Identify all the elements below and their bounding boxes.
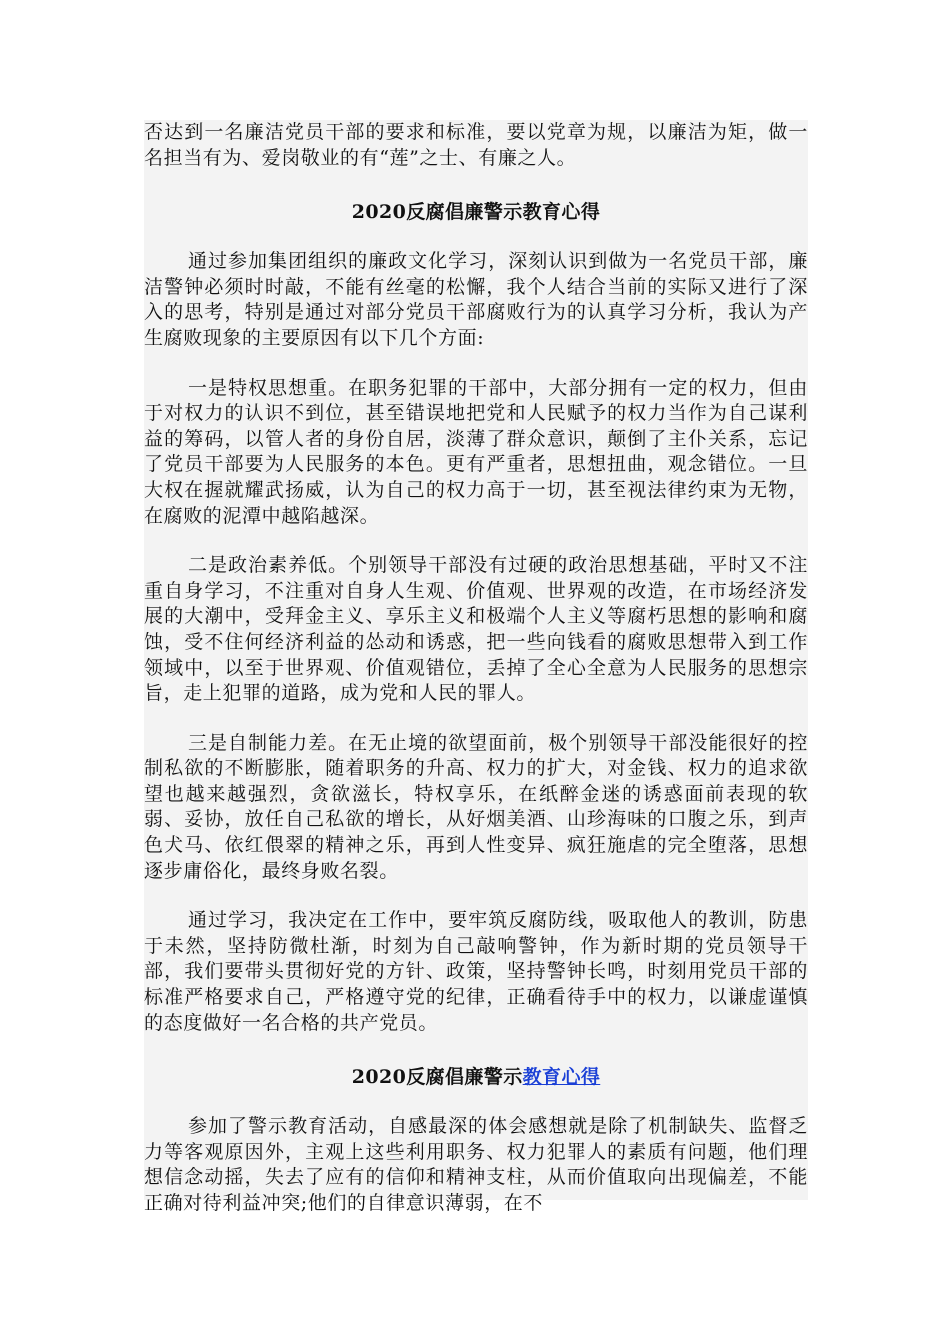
paragraph: 参加了警示教育活动，自感最深的体会感想就是除了机制缺失、监督乏力等客观原因外，主观上这些利用职务、权力犯罪人的素质有问题，他们理想信念动摇，失去了应有的信仰和精神支柱，从而价值取向出现偏差，不能正确对待利益冲突;他们的自律意识薄弱，在不 — [144, 1115, 808, 1214]
paragraph: 通过学习，我决定在工作中，要牢筑反腐防线，吸取他人的教训，防患于未然，坚持防微杜渐，时刻为自己敲响警钟，作为新时期的党员领导干部，我们要带头贯彻好党的方针、政策，坚持警钟长鸣，时刻用党员干部的标准严格要求自己，严格遵守党的纪律，正确看待手中的权力，以谦虚谨慎的态度做好一名合格的共产党员。 — [144, 909, 808, 1034]
paragraph: 三是自制能力差。在无止境的欲望面前，极个别领导干部没能很好的控制私欲的不断膨胀，随着职务的升高、权力的扩大，对金钱、权力的追求欲望也越来越强烈，贪欲滋长，特权享乐，在纸醉金迷的诱惑面前表现的软弱、妥协，放任自己私欲的增长，从好烟美酒、山珍海味的口腹之乐，到声色犬马、依红偎翠的精神之乐，再到人性变异、疯狂施虐的完全堕落，思想逐步庸俗化，最终身败名裂。 — [144, 731, 808, 882]
section-title-1: 2020反腐倡廉警示教育心得 — [351, 201, 601, 224]
section-title-2-link[interactable]: 教育心得 — [522, 1066, 601, 1089]
paragraph: 二是政治素养低。个别领导干部没有过硬的政治思想基础，平时又不注重自身学习，不注重对自身人生观、价值观、世界观的改造，在市场经济发展的大潮中，受拜金主义、享乐主义和极端个人主义等腐朽思想的影响和腐蚀，受不住何经济利益的怂动和诱惑，把一些向钱看的腐败思想带入到工作领域中，以至于世界观、价值观错位，丢掉了全心全意为人民服务的思想宗旨，走上犯罪的道路，成为党和人民的罪人。 — [144, 554, 808, 705]
intro-paragraph: 否达到一名廉洁党员干部的要求和标准，要以党章为规，以廉洁为矩，做一名担当有为、爱岗敬业的有“莲”之士、有廉之人。 — [144, 121, 808, 169]
section-title-2 — [144, 1064, 808, 1090]
section-title-2-text: 2020反腐倡廉警示 — [351, 1066, 523, 1089]
paragraph: 一是特权思想重。在职务犯罪的干部中，大部分拥有一定的权力，但由于对权力的认识不到位，甚至错误地把党和人民赋予的权力当作为自己谋利益的筹码，以管人者的身份自居，淡薄了群众意识，颠倒了主仆关系，忘记了党员干部要为人民服务的本色。更有严重者，思想扭曲，观念错位。一旦大权在握就耀武扬威，认为自己的权力高于一切，甚至视法律约束为无物，在腐败的泥潭中越陷越深。 — [144, 376, 808, 527]
document-page — [144, 120, 808, 1214]
paragraph: 通过参加集团组织的廉政文化学习，深刻认识到做为一名党员干部，廉洁警钟必须时时敲，不能有丝毫的松懈，我个人结合当前的实际又进行了深入的思考，特别是通过对部分党员干部腐败行为的认真学习分析，我认为产生腐败现象的主要原因有以下几个方面: — [144, 250, 808, 349]
